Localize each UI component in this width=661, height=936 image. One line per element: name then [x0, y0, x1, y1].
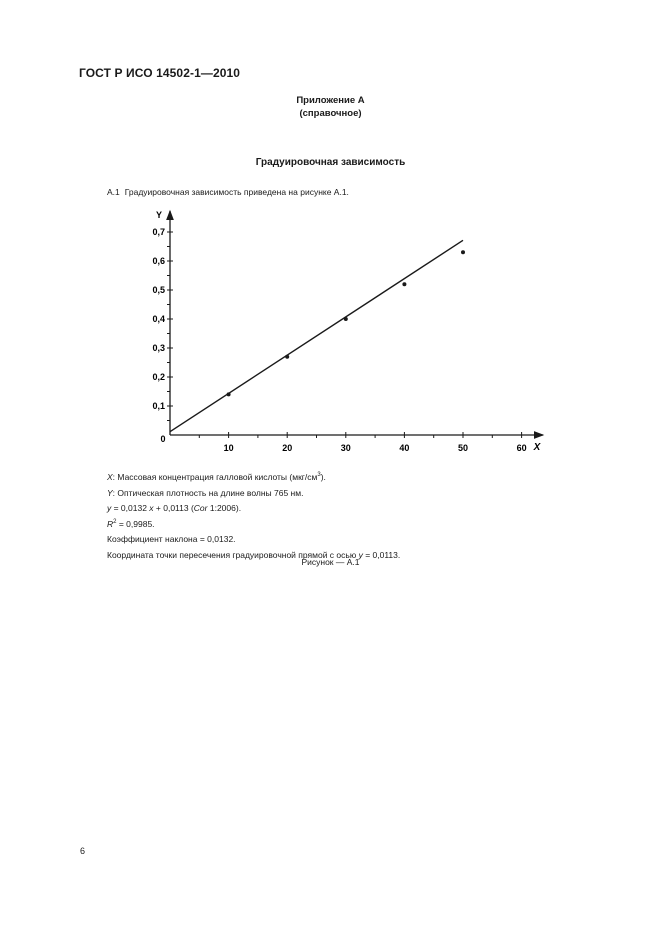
legend-x: X: Массовая концентрация галловой кислоты $(мкг/см^3)$.: [107, 472, 326, 482]
legend-r-squared: $R^2 = 0,9985$.: [107, 518, 155, 529]
y-tick-label: 0,7: [152, 227, 165, 237]
legend-slope: Коэффициент наклона = 0,0132.: [107, 534, 236, 544]
data-point: [285, 355, 289, 359]
x-tick-label: 60: [516, 443, 527, 453]
legend-intercept: Координата точки пересечения градуировочной прямой с осью y = 0,0113.: [107, 549, 401, 560]
x-axis-label: X: [533, 442, 541, 453]
x-tick-label: 30: [340, 443, 351, 453]
clause-number: А.1: [107, 187, 120, 197]
appendix-type: (справочное): [299, 108, 362, 119]
legend-y: Y: Оптическая плотность на длине волны 765 нм.: [107, 487, 304, 498]
y-tick-label: 0,3: [152, 343, 165, 353]
page-number: 6: [80, 846, 86, 856]
chart-axes: [170, 211, 543, 435]
clause-text: Градуировочная зависимость приведена на рисунке А.1.: [124, 187, 349, 197]
legend-equation: y = 0,0132 x + 0,0113 (Cor 1:2006).: [107, 503, 242, 513]
y-tick-label: 0,1: [152, 401, 165, 411]
x-tick-label: 40: [399, 443, 410, 453]
y-axis-label: Y: [155, 210, 163, 220]
figure-caption: Рисунок — А.1: [301, 557, 360, 567]
regression-line: [170, 240, 463, 431]
figure-legend: [107, 470, 400, 563]
appendix-label: Приложение А: [296, 95, 365, 106]
x-tick-label: 10: [223, 443, 234, 453]
data-point: [461, 250, 465, 254]
y-tick-label: 0,4: [152, 314, 165, 324]
appendix-title: Градуировочная зависимость: [255, 157, 406, 168]
x-tick-label: 50: [457, 443, 469, 453]
document-code: ГОСТ Р ИСО 14502-1—2010: [79, 66, 241, 80]
data-point: [227, 392, 231, 396]
data-point: [344, 317, 348, 321]
y-tick-label: 0,6: [152, 256, 165, 266]
data-point: [402, 282, 406, 286]
origin-label: 0: [160, 434, 166, 444]
y-tick-label: 0,2: [152, 372, 165, 382]
y-tick-label: 0,5: [152, 285, 165, 295]
x-tick-label: 20: [282, 443, 293, 453]
